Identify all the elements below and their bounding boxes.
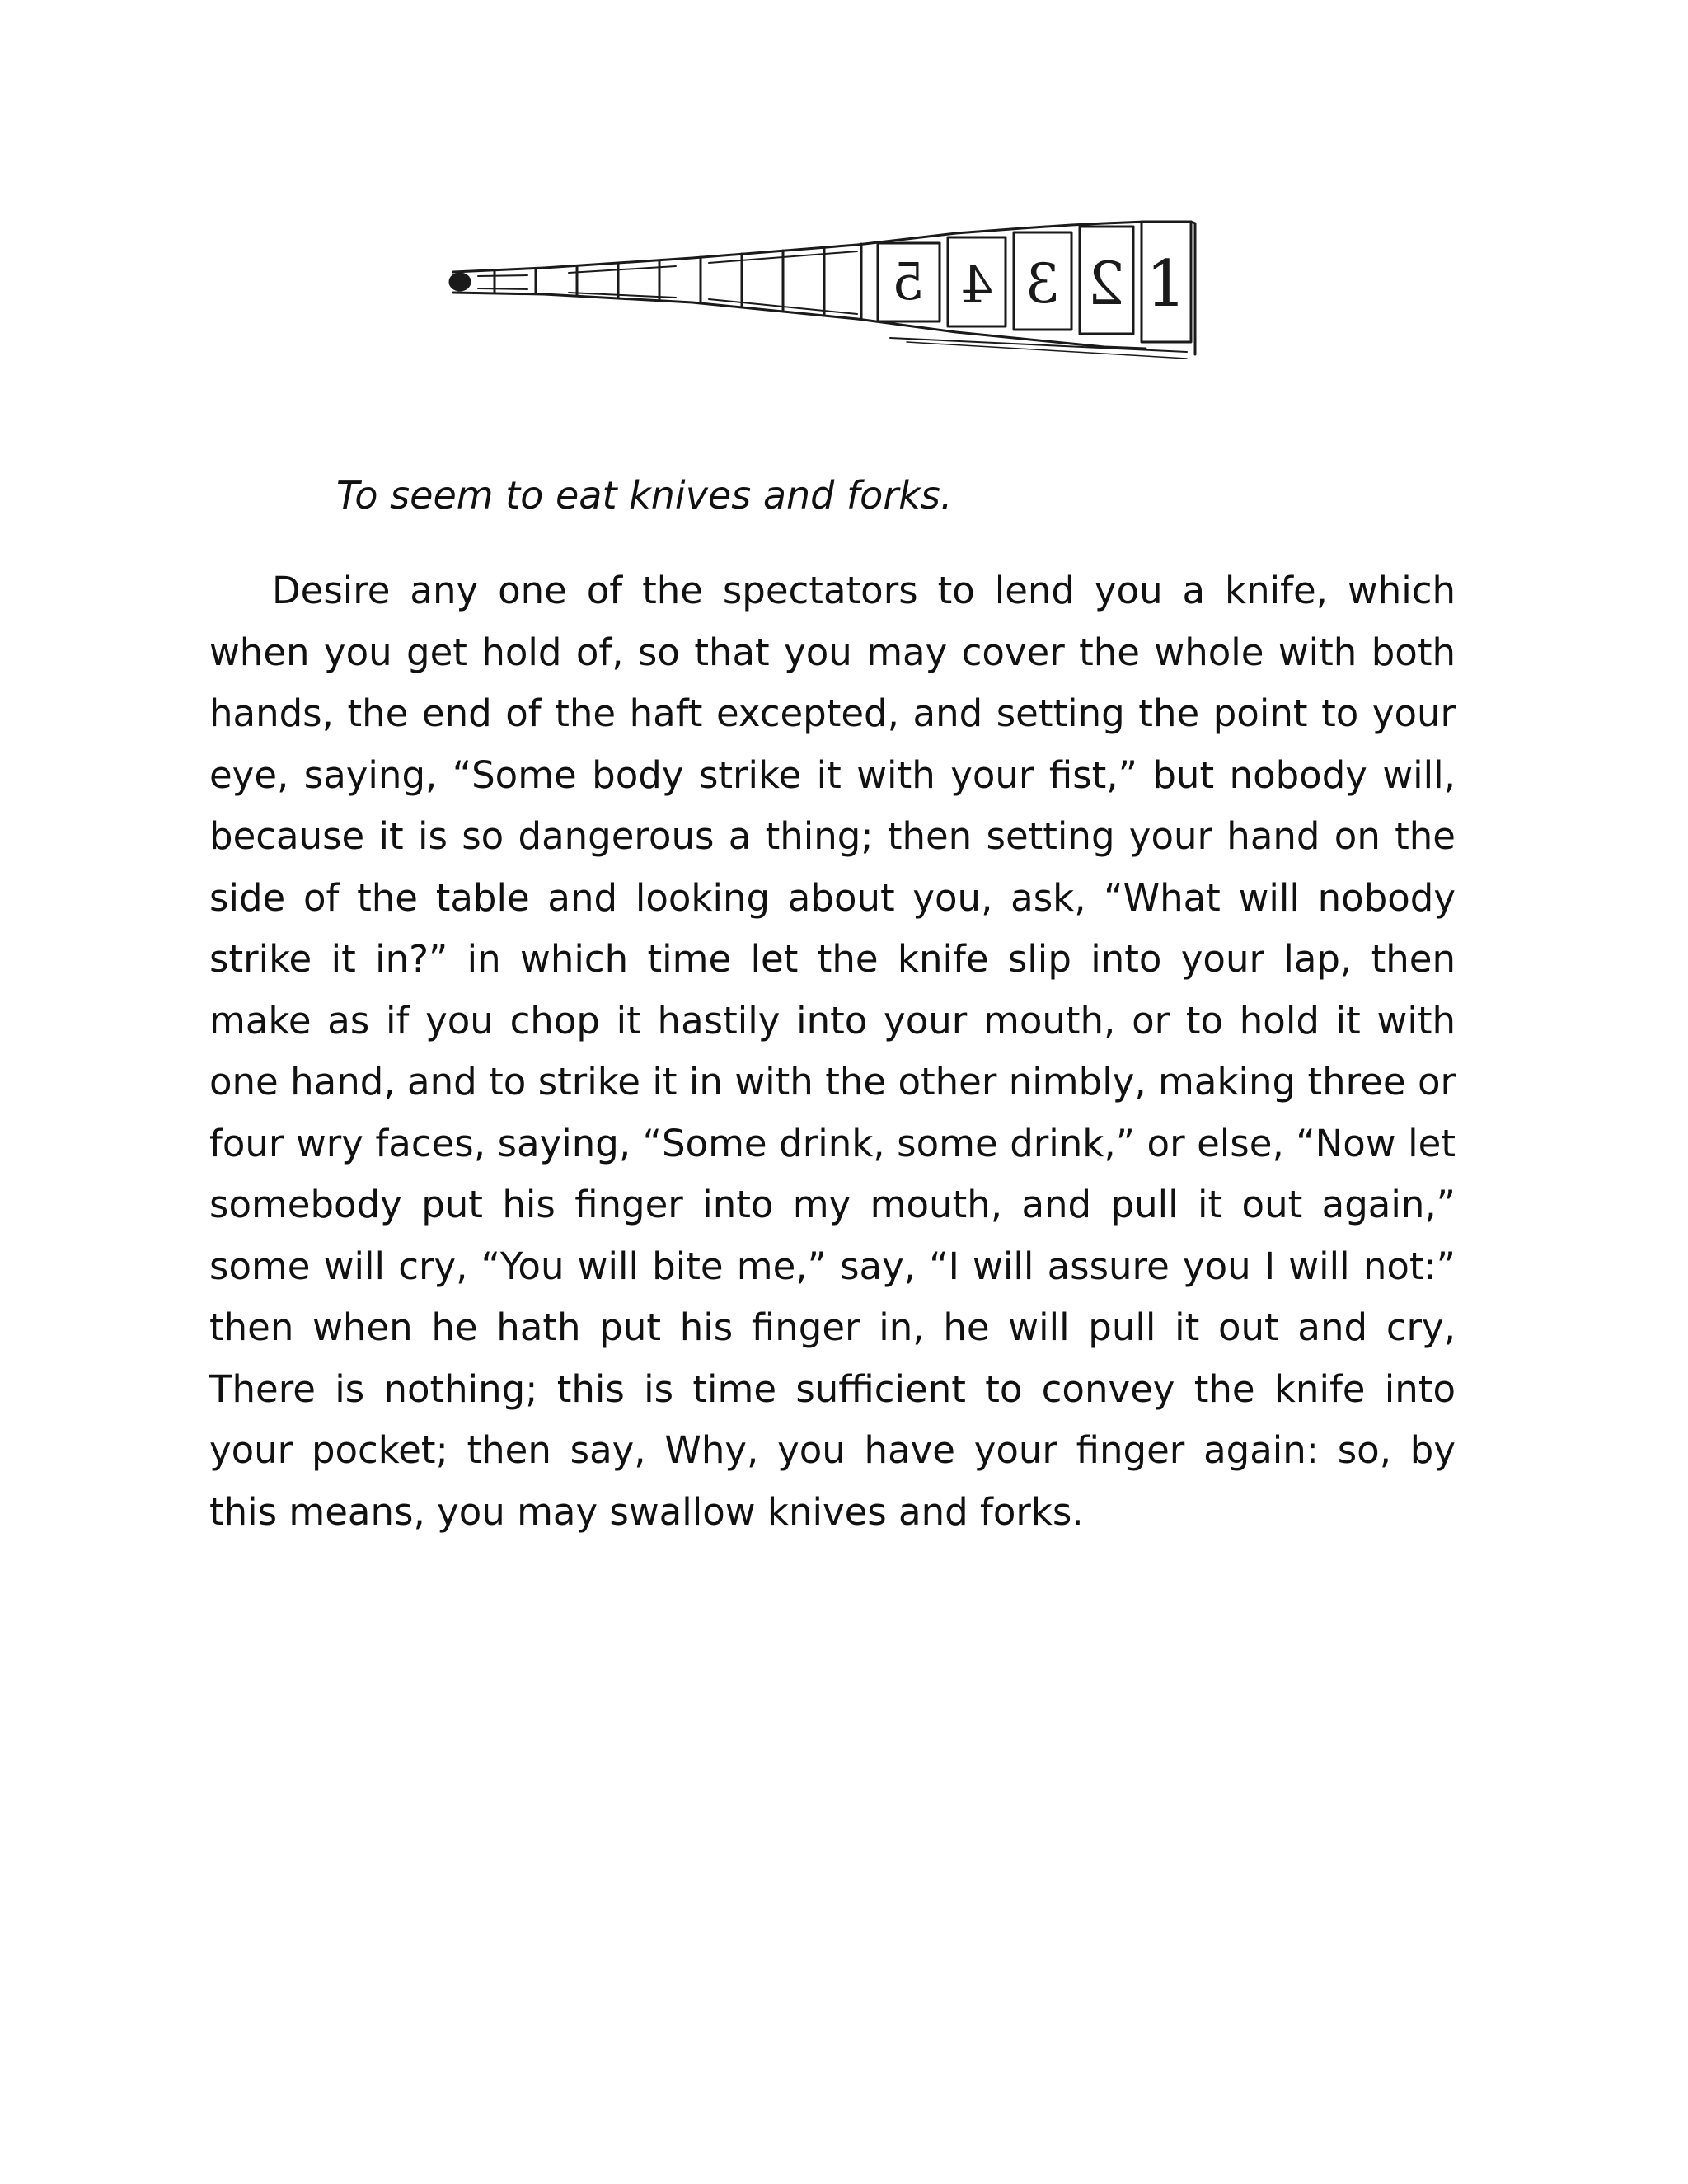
telescoping-knife-drawing (445, 210, 1236, 391)
section-heading: To seem to eat knives and forks. (336, 473, 953, 518)
telescoping-knife-illustration (445, 210, 1236, 391)
segment-numeral-5: 5 (892, 251, 925, 312)
segment-numeral-4: 4 (960, 255, 993, 315)
segment-numeral-1: 1 (1146, 247, 1187, 321)
body-paragraph: Desire any one of the spectators to lend you a knife, which when you get hold of, so that you may cover the whole with both hands, the end of the haft excepted, and setting the point to your eye, saying, “Some body strike it with your fist,” but nobody will, because it is so dangerous a thing; then setting your hand on the side of the table and looking about you, ask, “What will nobody strike it in?” in which time let the knife slip into your lap, then make as if you chop it hastily into your mouth, or to hold it with one hand, and to strike it in with the other nimbly, making three or four wry faces, saying, “Some drink, some drink,” or else, “Now let somebody put his finger into my mouth, and pull it out again,” some will cry, “You will bite me,” say, “I will assure you I will not:” then when he hath put his finger in, he will pull it out and cry, There is nothing; this is time sufficient to convey the knife into your pocket; then say, Why, you have your finger again: so, by this means, you may swallow knives and forks. (209, 569, 1456, 1534)
segment-numeral-2: 2 (1087, 249, 1125, 318)
segment-numeral-3: 3 (1025, 252, 1060, 316)
